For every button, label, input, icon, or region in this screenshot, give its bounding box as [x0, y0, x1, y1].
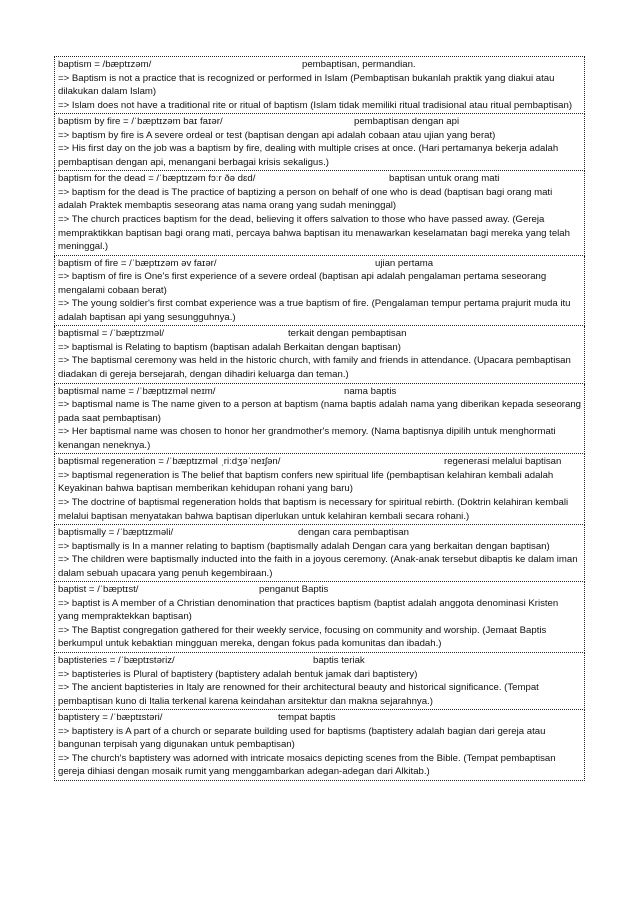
entry-example: => The children were baptismally inducted into the faith in a joyous ceremony. (Anak-anak tersebut dibaptis ke dalam iman dalam sebuah upacara yang penuh kegembiraan.) — [58, 554, 578, 579]
entry-definition: => baptism of fire is One's first experience of a severe ordeal (baptisan api adalah pengalaman pertama seseorang mengalami cobaan berat) — [58, 271, 547, 296]
entry-baptismal-name — [54, 384, 585, 455]
entry-header — [58, 526, 581, 540]
entry-definition: => baptismal is Relating to baptism (baptisan adalah Berkaitan dengan baptisan) — [58, 341, 401, 353]
entry-definition: => baptism for the dead is The practice of baptizing a person on behalf of one who is dead (baptisan bagi orang mati adalah Praktek membaptis seseorang atas nama orang yang sudah meninggal) — [58, 186, 553, 212]
entry-example: => The Baptist congregation gathered for their weekly service, focusing on community and worship. (Jemaat Baptis berkumpul untuk kebaktian mingguan mereka, dengan fokus pada komunitas dan ibadah.) — [58, 624, 547, 650]
entry-baptism-by-fire — [54, 114, 585, 171]
entry-header — [58, 711, 581, 725]
entry-header — [58, 385, 581, 399]
entry-header — [58, 327, 581, 341]
entry-definition: => baptisteries is Plural of baptistery (baptistery adalah bentuk jamak dari baptistery) — [58, 668, 418, 680]
entry-term: baptismally = /ˈbæptɪzməli/ — [58, 527, 174, 539]
entry-baptismally — [54, 525, 585, 582]
entry-header — [58, 455, 581, 469]
entry-term: baptism of fire = /ˈbæptɪzəm əv faɪər/ — [58, 257, 217, 269]
entry-translation: ujian pertama — [375, 257, 434, 269]
dictionary-page — [54, 56, 585, 781]
entry-example: => The church's baptistery was adorned with intricate mosaics depicting scenes from the Bible. (Tempat pembaptisan gereja dihiasi dengan mosaik rumit yang menggambarkan adegan-adegan dari Alkitab.) — [58, 752, 556, 778]
entry-term: baptismal = /ˈbæptɪzməl/ — [58, 328, 165, 340]
entry-header — [58, 172, 581, 186]
entry-translation: tempat baptis — [278, 712, 336, 724]
entry-translation: nama baptis — [344, 385, 397, 397]
entry-baptism — [54, 57, 585, 114]
entry-header — [58, 58, 581, 72]
entry-translation: baptis teriak — [313, 654, 365, 666]
entry-translation: pembaptisan dengan api — [354, 116, 460, 128]
entry-definition: => baptismal regeneration is The belief that baptism confers new spiritual life (pembaptisan kelahiran kembali adalah Keyakinan bahwa baptisan memberikan kehidupan rohani yang baru) — [58, 469, 554, 495]
entry-definition: => baptism by fire is A severe ordeal or test (baptisan dengan api adalah cobaan atau ujian yang berat) — [58, 129, 496, 141]
entry-example: => The church practices baptism for the dead, believing it offers salvation to those who have passed away. (Gereja mempraktikkan baptisan bagi orang mati, percaya bahwa baptisan itu menawarkan keselamatan bagi mereka yang telah meninggal.) — [58, 214, 570, 253]
entry-term: baptist = /ˈbæptɪst/ — [58, 584, 139, 596]
entry-term: baptismal name = /ˈbæptɪzməl neɪm/ — [58, 385, 216, 397]
entry-term: baptism for the dead = /ˈbæptɪzəm fɔːr ðə dɛd/ — [58, 173, 256, 185]
entry-baptism-of-fire — [54, 256, 585, 327]
entry-header — [58, 583, 581, 597]
entry-translation: terkait dengan pembaptisan — [288, 328, 407, 340]
entry-header — [58, 115, 581, 129]
entry-example: => Her baptismal name was chosen to honor her grandmother's memory. (Nama baptisnya dipilih untuk menghormati kenangan neneknya.) — [58, 426, 556, 451]
entry-example: => The baptismal ceremony was held in the historic church, with family and friends in attendance. (Upacara pembaptisan diadakan di gereja bersejarah, dengan dihadiri keluarga dan teman.) — [58, 355, 571, 381]
entry-baptismal-regeneration — [54, 454, 585, 525]
entry-term: baptismal regeneration = /ˈbæptɪzməl ˌriːdʒəˈneɪʃən/ — [58, 456, 281, 468]
entry-baptism-for-the-dead — [54, 171, 585, 255]
entry-term: baptism by fire = /ˈbæptɪzəm baɪ faɪər/ — [58, 116, 223, 128]
entry-definition: => Baptism is not a practice that is recognized or performed in Islam (Pembaptisan bukanlah praktik yang diakui atau dilakukan dalam Islam) — [58, 72, 555, 98]
entry-term: baptism = /bæptɪzəm/ — [58, 59, 152, 70]
entry-baptistery — [54, 710, 585, 781]
entry-example: => The young soldier's first combat experience was a true baptism of fire. (Pengalaman tempur pertama prajurit muda itu adalah baptisan api yang sesungguhnya.) — [58, 298, 571, 323]
entry-header — [58, 654, 581, 668]
entry-baptismal — [54, 326, 585, 383]
entry-example: => The ancient baptisteries in Italy are renowned for their architectural beauty and historical significance. (Tempat pembaptisan kuno di Italia terkenal karena keindahan arsitektur dan makna sejarahnya.) — [58, 682, 539, 707]
entry-definition: => baptismal name is The name given to a person at baptism (nama baptis adalah nama yang diberikan kepada seseorang pada saat pembaptisan) — [58, 399, 582, 424]
entry-term: baptisteries = /ˈbæptɪstəriz/ — [58, 654, 175, 666]
entry-definition: => baptist is A member of a Christian denomination that practices baptism (baptist adalah anggota denominasi Kristen yang mempraktekkan baptisan) — [58, 597, 559, 623]
entry-example: => His first day on the job was a baptism by fire, dealing with multiple crises at once. (Hari pertamanya bekerja adalah pembaptisan dengan api, menangani berbagai krisis sekaligus.) — [58, 143, 559, 168]
entry-translation: penganut Baptis — [259, 584, 329, 596]
entry-translation: pembaptisan, permandian. — [302, 59, 416, 70]
entry-definition: => baptistery is A part of a church or separate building used for baptisms (baptistery adalah bagian dari gereja atau bangunan terpisah yang digunakan untuk pembaptisan) — [58, 725, 546, 751]
entry-translation: regenerasi melalui baptisan — [444, 456, 562, 468]
entry-header — [58, 257, 581, 271]
entry-translation: baptisan untuk orang mati — [389, 173, 500, 185]
entry-example: => Islam does not have a traditional rite or ritual of baptism (Islam tidak memiliki ritual tradisional atau ritual pembaptisan) — [58, 99, 573, 111]
entry-term: baptistery = /ˈbæptɪstəri/ — [58, 712, 163, 724]
entry-translation: dengan cara pembaptisan — [298, 527, 409, 539]
entry-baptist — [54, 582, 585, 653]
entry-definition: => baptismally is In a manner relating to baptism (baptismally adalah Dengan cara yang berkaitan dengan baptisan) — [58, 540, 550, 552]
entry-baptisteries — [54, 653, 585, 710]
entry-example: => The doctrine of baptismal regeneration holds that baptism is necessary for spiritual rebirth. (Doktrin kelahiran kembali melalui baptisan menyatakan bahwa baptisan diperlukan untuk kelahiran kembali secara rohani.) — [58, 496, 569, 522]
